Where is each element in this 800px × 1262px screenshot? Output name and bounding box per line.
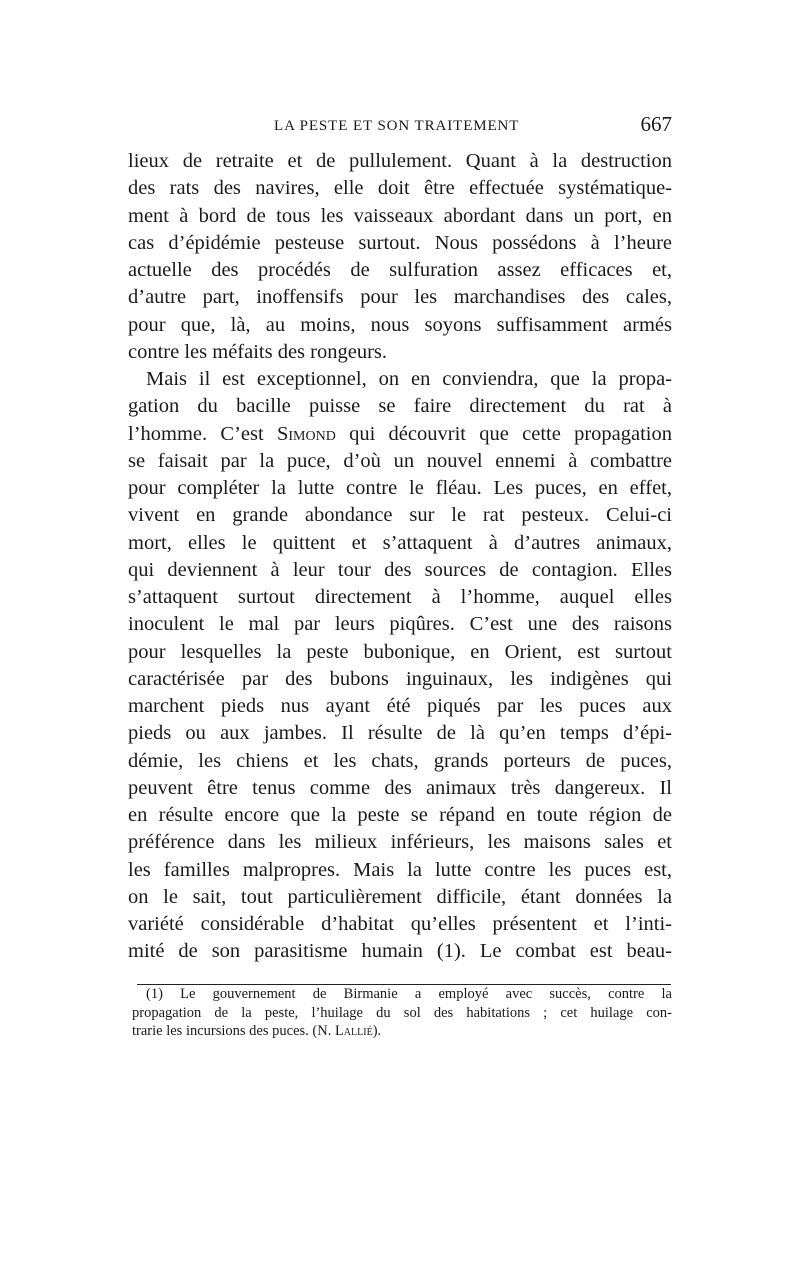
text-line: qui deviennent à leur tour des sources de contagion. Elles [128,558,672,581]
text-line: démie, les chiens et les chats, grands porteurs de puces, [128,749,672,772]
text-fragment: l’homme. C’est [128,422,264,445]
footnote-line: (1) Le gouvernement de Birmanie a employé avec succès, contre la [146,986,672,1002]
text-line: contre les méfaits des rongeurs. [128,340,388,363]
text-fragment: trarie les incursions des puces. (N. [132,1023,332,1039]
text-fragment: qui découvrit que cette propagation [349,422,672,445]
text-line: peuvent être tenus comme des animaux très dangereux. Il [128,776,672,799]
text-line: marchent pieds nus ayant été piqués par les puces aux [128,695,672,717]
text-line: pieds ou aux jambes. Il résulte de là qu’en temps d’épi- [128,722,672,745]
text-line: préférence dans les milieux inférieurs, les maisons sales et [128,831,672,854]
running-title: LA PESTE ET SON TRAITEMENT [274,118,520,134]
text-line: pour que, là, au moins, nous soyons suffisamment armés [128,313,672,336]
text-line: caractérisée par des bubons inguinaux, les indigènes qui [128,667,672,690]
text-line: se faisait par la puce, d’où un nouvel ennemi à combattre [128,449,672,472]
footnote [132,985,672,1041]
text-line: en résulte encore que la peste se répand en toute région de [128,804,672,826]
text-line-with-name [128,421,672,448]
text-line: pour compléter la lutte contre le fléau. Les puces, en effet, [128,477,672,499]
text-line: des rats des navires, elle doit être effectuée systématique- [128,177,672,200]
page-number: 667 [640,112,672,136]
text-fragment: ). [372,1023,382,1039]
text-line: variété considérable d’habitat qu’elles présentent et l’inti- [128,913,672,935]
text-line: actuelle des procédés de sulfuration assez efficaces et, [128,259,672,281]
text-line: vivent en grande abondance sur le rat pesteux. Celui-ci [128,504,672,527]
text-line: on le sait, tout particulièrement difficile, étant données la [128,885,672,908]
text-line: s’attaquent surtout directement à l’homme, auquel elles [128,586,672,608]
author-name-lallie: Lallié [334,1023,373,1039]
text-line: mité de son parasitisme humain (1). Le combat est beau- [128,940,672,963]
running-head [128,112,672,142]
text-line: mort, elles le quittent et s’attaquent à d’autres animaux, [128,531,672,554]
text-line: pour lesquelles la peste bubonique, en Orient, est surtout [128,640,672,663]
author-name-simond: Simond [276,422,336,445]
text-line: gation du bacille puisse se faire directement du rat à [128,395,672,418]
text-line: cas d’épidémie pesteuse surtout. Nous possédons à l’heure [128,231,672,254]
text-line: lieux de retraite et de pullulement. Quant à la destruction [128,150,672,172]
text-line: inoculent le mal par leurs piqûres. C’est une des raisons [128,613,672,636]
footnote-line-with-name [132,1022,672,1041]
body-text [128,148,672,966]
text-line: les familles malpropres. Mais la lutte contre les puces est, [128,858,672,881]
text-line: d’autre part, inoffensifs pour les marchandises des cales, [128,286,672,309]
paragraph-first-line: Mais il est exceptionnel, on en conviendra, que la propa- [146,368,672,390]
footnote-line: propagation de la peste, l’huilage du sol des habitations ; cet huilage con- [132,1004,672,1021]
text-line: ment à bord de tous les vaisseaux abordant dans un port, en [128,204,672,227]
